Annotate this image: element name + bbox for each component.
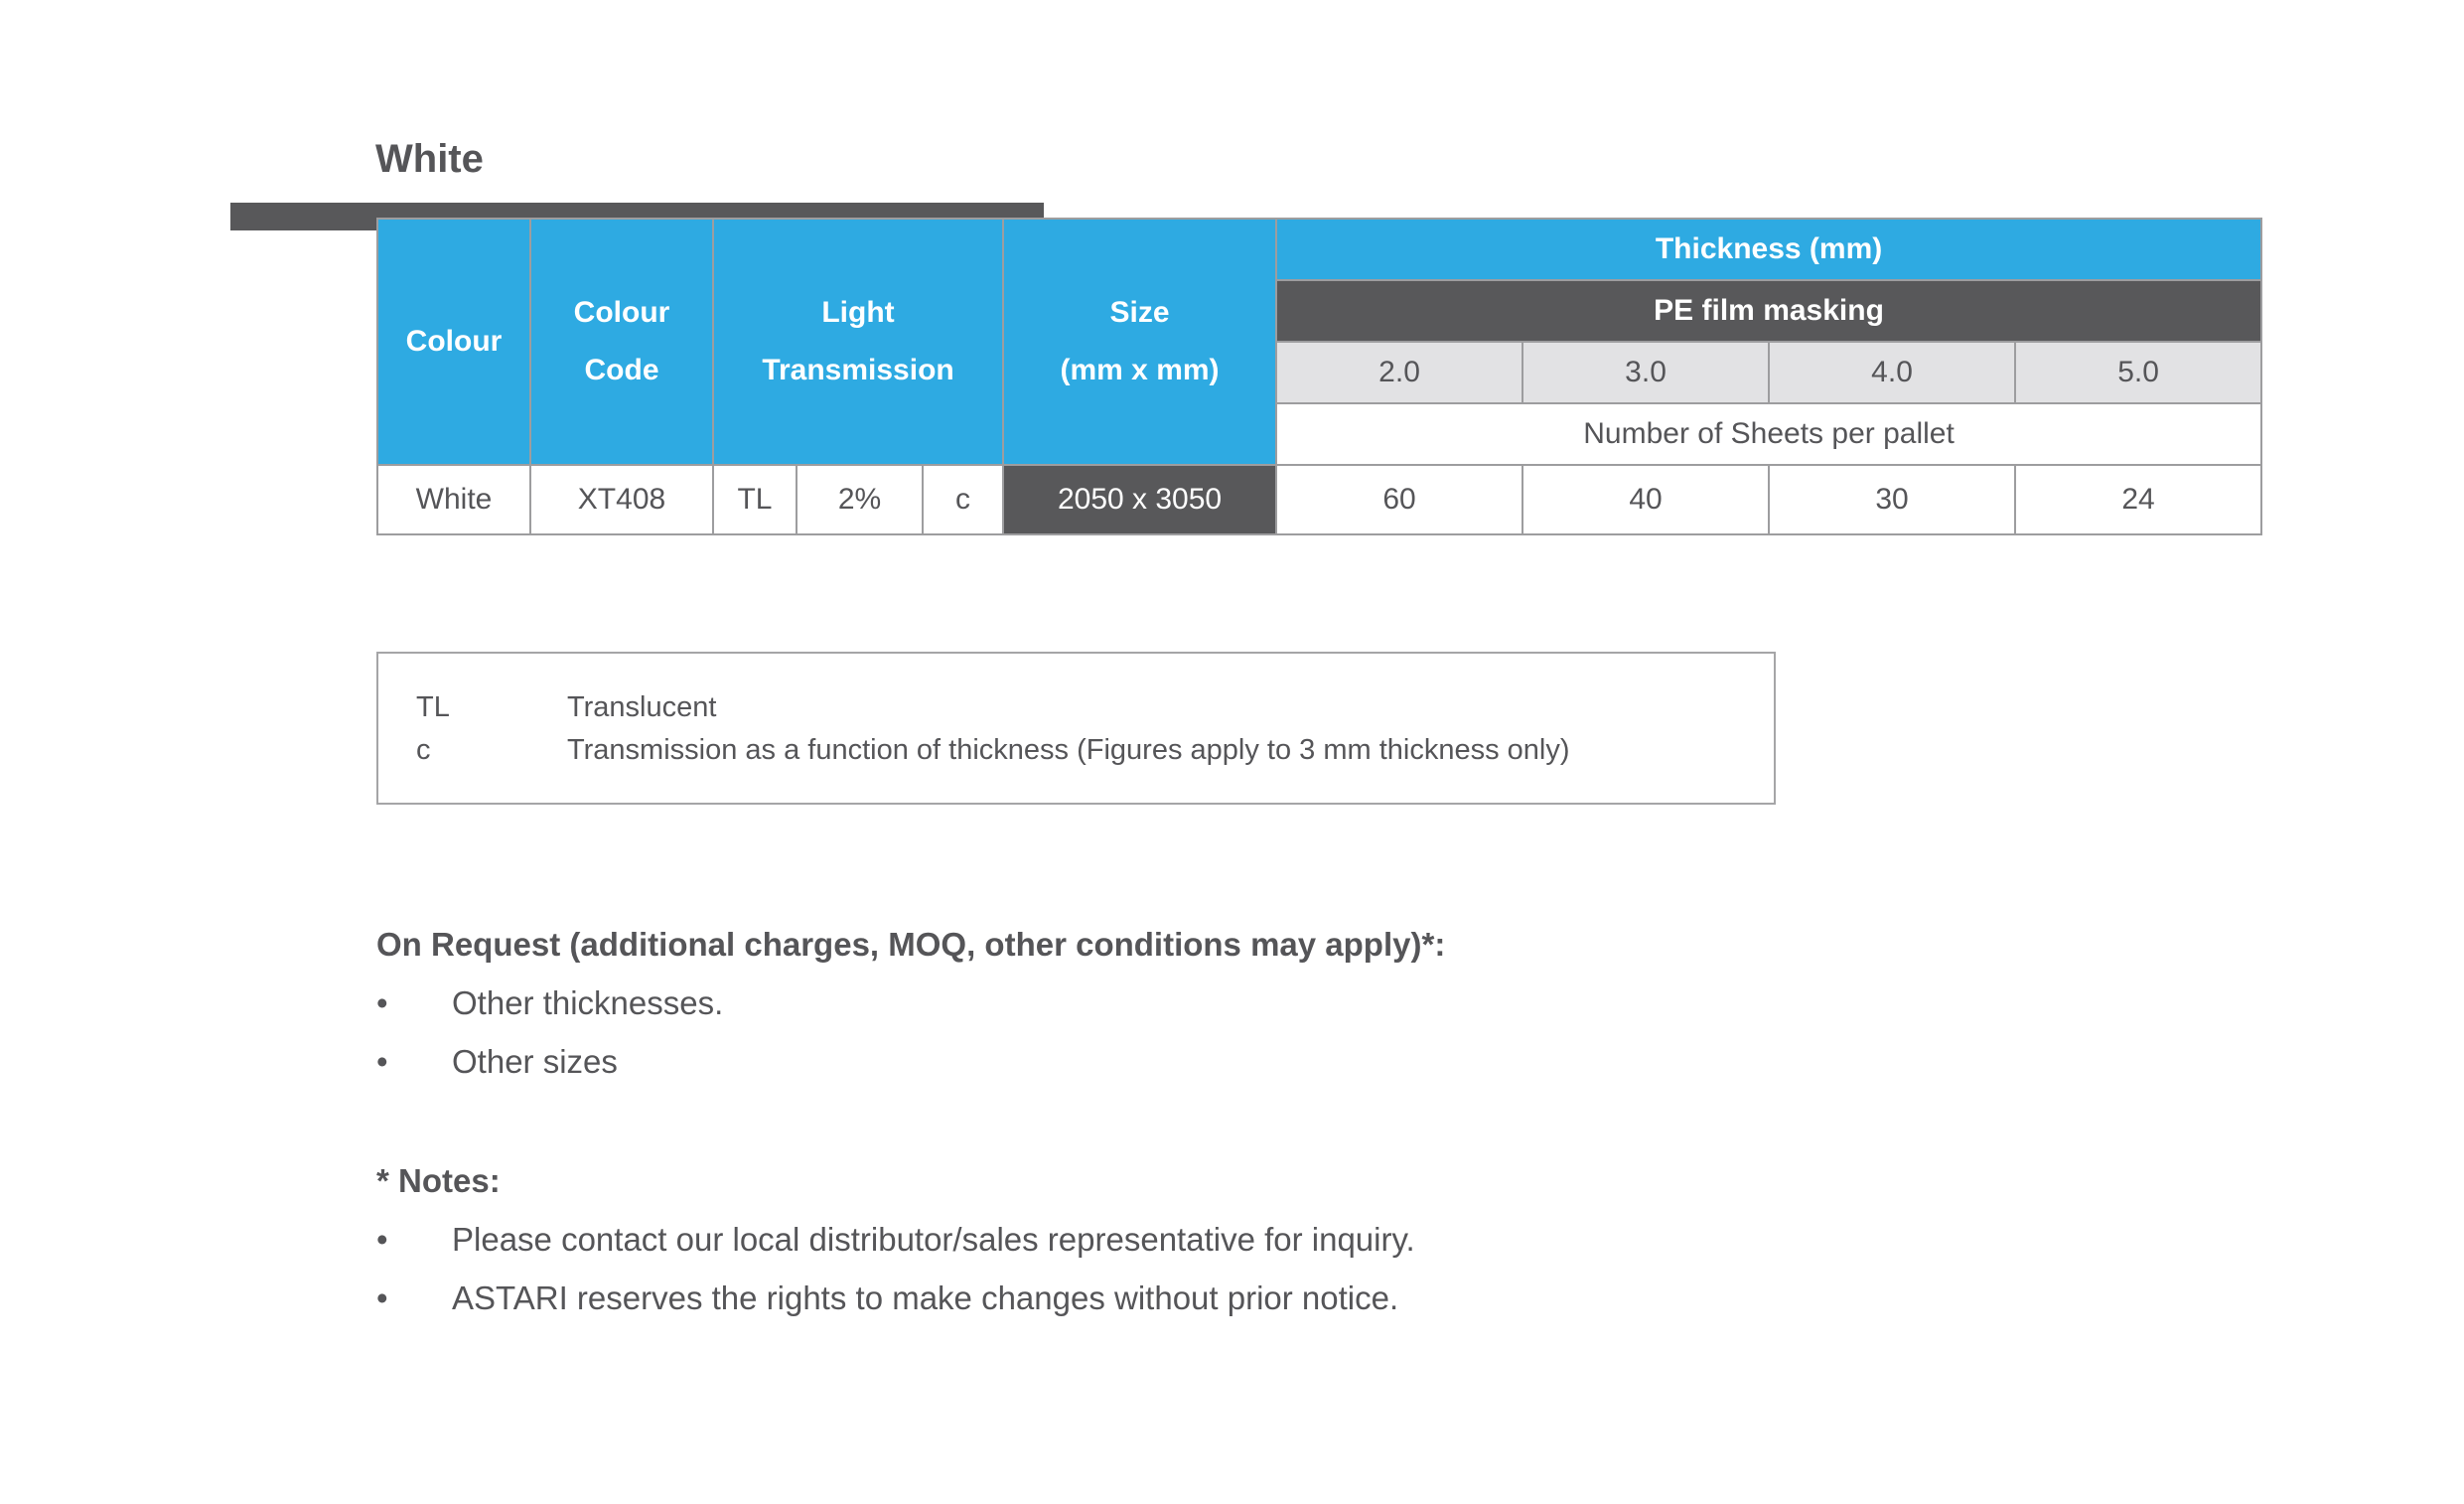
size-cell: 2050 x 3050 xyxy=(1003,465,1276,534)
list-item: • Other thicknesses. xyxy=(376,984,724,1021)
table-header-row xyxy=(377,219,2261,280)
bullet-icon: • xyxy=(376,1043,388,1080)
table-row xyxy=(377,465,2261,534)
legend-box xyxy=(376,652,1776,805)
thickness-value: 4.0 xyxy=(1769,342,2015,403)
sheets-cell: 60 xyxy=(1276,465,1522,534)
legend-abbreviation: c xyxy=(416,734,431,766)
on-request-heading: On Request (additional charges, MOQ, other conditions may apply)*: xyxy=(376,926,1446,963)
bullet-icon: • xyxy=(376,1279,388,1316)
thickness-value: 3.0 xyxy=(1522,342,1769,403)
product-spec-table xyxy=(376,218,2262,535)
size-header: Size (mm x mm) xyxy=(1003,219,1276,465)
colour-code-cell: XT408 xyxy=(530,465,713,534)
colour-code-header: Colour Code xyxy=(530,219,713,465)
legend-description: Transmission as a function of thickness (Figures apply to 3 mm thickness only) xyxy=(567,734,1570,766)
light-transmission-header: Light Transmission xyxy=(713,219,1003,465)
transmission-value-cell: 2% xyxy=(797,465,923,534)
thickness-value: 5.0 xyxy=(2015,342,2261,403)
list-item: • Please contact our local distributor/sales representative for inquiry. xyxy=(376,1221,1415,1258)
legend-abbreviation: TL xyxy=(416,691,450,723)
colour-cell: White xyxy=(377,465,530,534)
notes-heading: * Notes: xyxy=(376,1162,501,1199)
thickness-header: Thickness (mm) xyxy=(1276,219,2261,280)
transmission-note-cell: c xyxy=(923,465,1003,534)
sheets-cell: 40 xyxy=(1522,465,1769,534)
sheets-cell: 24 xyxy=(2015,465,2261,534)
legend-description: Translucent xyxy=(567,691,717,723)
colour-header: Colour xyxy=(377,219,530,465)
sheets-cell: 30 xyxy=(1769,465,2015,534)
pe-film-masking-header: PE film masking xyxy=(1276,280,2261,342)
bullet-icon: • xyxy=(376,1221,388,1258)
thickness-value: 2.0 xyxy=(1276,342,1522,403)
transmission-type-cell: TL xyxy=(713,465,797,534)
bullet-icon: • xyxy=(376,984,388,1021)
sheets-per-pallet-label: Number of Sheets per pallet xyxy=(1276,403,2261,465)
legend-item xyxy=(416,734,1570,767)
legend-item xyxy=(416,691,716,724)
list-item: • ASTARI reserves the rights to make changes without prior notice. xyxy=(376,1279,1399,1316)
page-title: White xyxy=(375,137,484,181)
list-item: • Other sizes xyxy=(376,1043,618,1080)
